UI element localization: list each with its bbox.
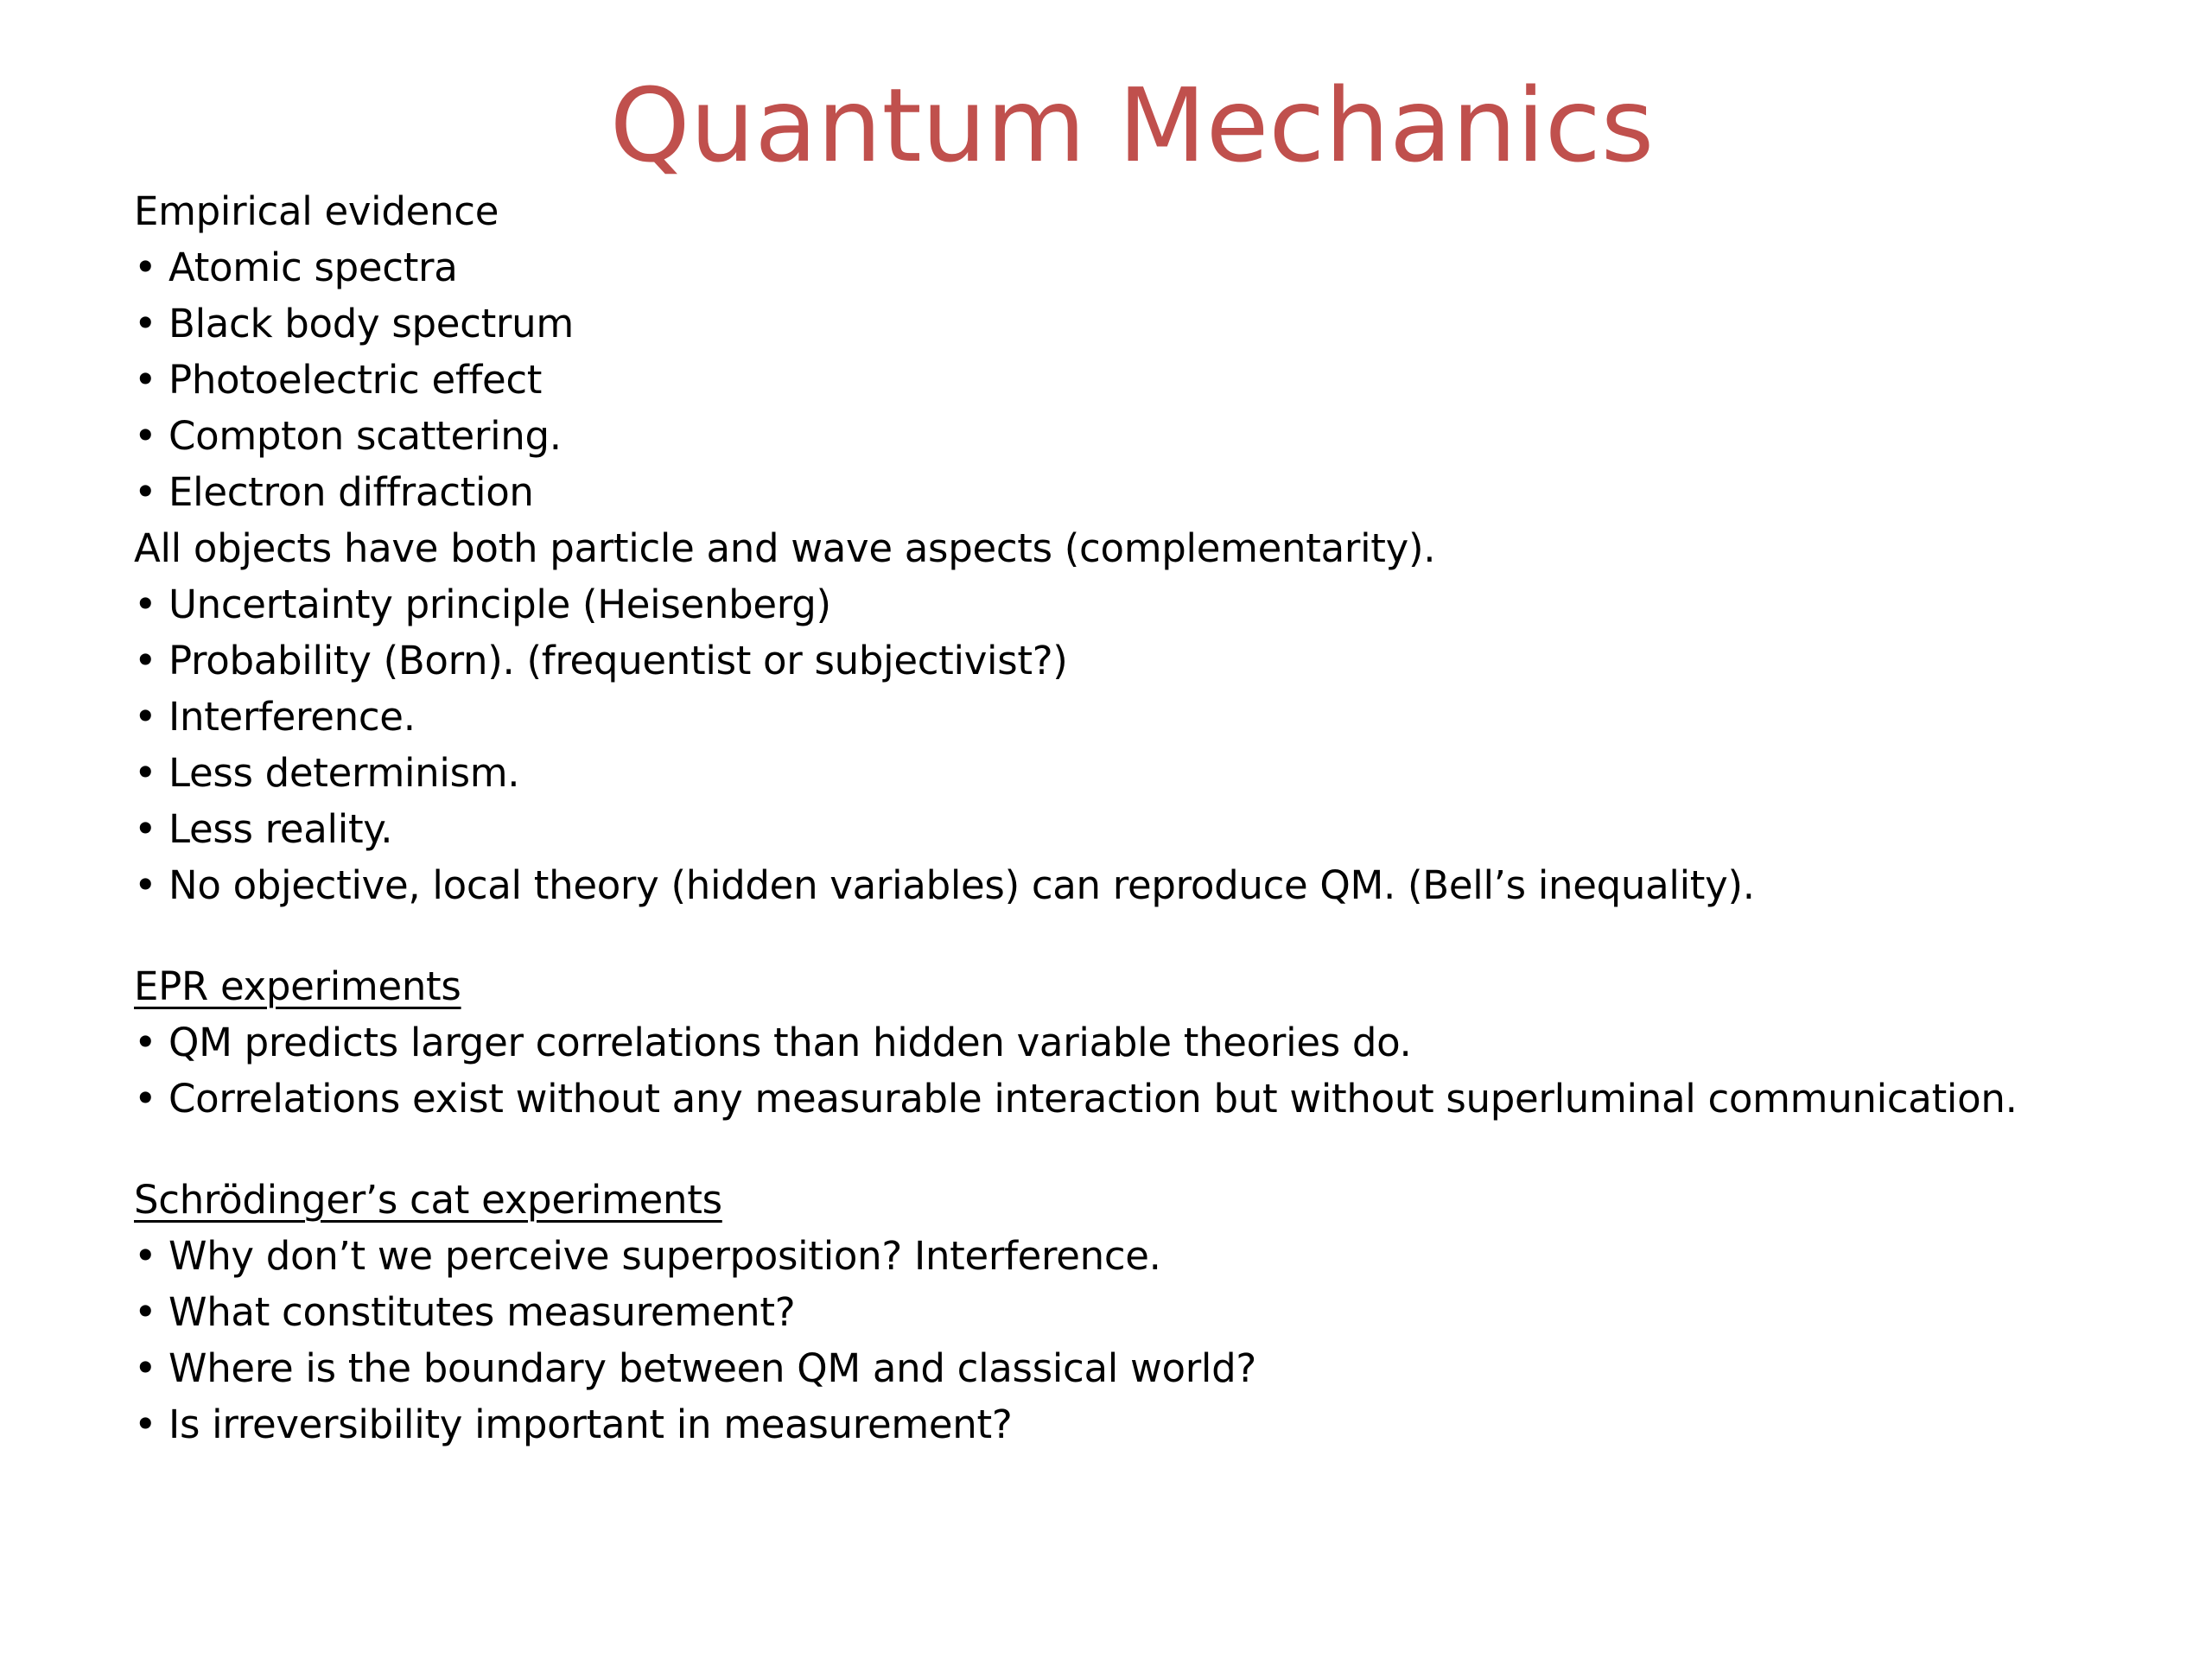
list-item: [134, 1071, 2147, 1127]
bullet-icon: •: [134, 694, 157, 740]
cat-heading-text: Schrödinger’s cat experiments: [134, 1177, 722, 1223]
bullet-icon: •: [134, 1020, 157, 1065]
list-item-text: Less determinism.: [168, 750, 520, 796]
list-item: [134, 632, 2147, 689]
list-item-text: Photoelectric effect: [168, 357, 543, 403]
list-item: [134, 801, 2147, 857]
cat-heading: [134, 1172, 2147, 1228]
bullet-icon: •: [134, 638, 157, 683]
list-item-text: What constitutes measurement?: [168, 1289, 796, 1335]
slide-title: Quantum Mechanics: [609, 66, 1655, 185]
list-item-text: Compton scattering.: [168, 413, 562, 459]
list-item-text: Atomic spectra: [168, 245, 458, 290]
bullet-icon: •: [134, 806, 157, 852]
epr-heading-text: EPR experiments: [134, 963, 461, 1009]
evidence-heading: Empirical evidence: [134, 188, 499, 234]
bullet-icon: •: [134, 1402, 157, 1447]
section-spacer: [134, 913, 2147, 958]
list-item-text: Black body spectrum: [168, 301, 574, 346]
bullet-icon: •: [134, 1233, 157, 1279]
bullet-icon: •: [134, 357, 157, 403]
slide-body: [134, 183, 2147, 1452]
list-item: [134, 239, 2147, 296]
list-item: [134, 576, 2147, 632]
list-item: [134, 352, 2147, 408]
complementarity-heading: All objects have both particle and wave aspects (complementarity).: [134, 525, 1436, 571]
list-item: [134, 408, 2147, 464]
epr-heading: [134, 958, 2147, 1014]
list-item: [134, 689, 2147, 745]
bullet-icon: •: [134, 1289, 157, 1335]
list-item-text: Less reality.: [168, 806, 393, 852]
list-item: [134, 1396, 2147, 1452]
bullet-icon: •: [134, 1076, 157, 1122]
section-spacer: [134, 1127, 2147, 1172]
list-item-text: Correlations exist without any measurable interaction but without superluminal communication.: [168, 1076, 2018, 1122]
list-item-text: Where is the boundary between QM and classical world?: [168, 1345, 1256, 1391]
list-item-text: Why don’t we perceive superposition? Interference.: [168, 1233, 1161, 1279]
bullet-icon: •: [134, 413, 157, 459]
list-item: [134, 1228, 2147, 1284]
list-item-text: QM predicts larger correlations than hidden variable theories do.: [168, 1020, 1412, 1065]
bullet-icon: •: [134, 862, 157, 908]
list-item: [134, 296, 2147, 352]
list-item: [134, 857, 2147, 913]
bullet-icon: •: [134, 469, 157, 515]
list-item-text: Is irreversibility important in measurement?: [168, 1402, 1013, 1447]
list-item-text: Probability (Born). (frequentist or subjectivist?): [168, 638, 1068, 683]
list-item: [134, 1340, 2147, 1396]
list-item: [134, 464, 2147, 520]
bullet-icon: •: [134, 750, 157, 796]
list-item-text: Uncertainty principle (Heisenberg): [168, 582, 831, 627]
bullet-icon: •: [134, 582, 157, 627]
bullet-icon: •: [134, 301, 157, 346]
list-item: [134, 1014, 2147, 1071]
bullet-icon: •: [134, 245, 157, 290]
bullet-icon: •: [134, 1345, 157, 1391]
list-item-text: Interference.: [168, 694, 416, 740]
list-item: [134, 745, 2147, 801]
list-item-text: No objective, local theory (hidden variables) can reproduce QM. (Bell’s inequality).: [168, 862, 1755, 908]
list-item-text: Electron diffraction: [168, 469, 534, 515]
list-item: [134, 1284, 2147, 1340]
